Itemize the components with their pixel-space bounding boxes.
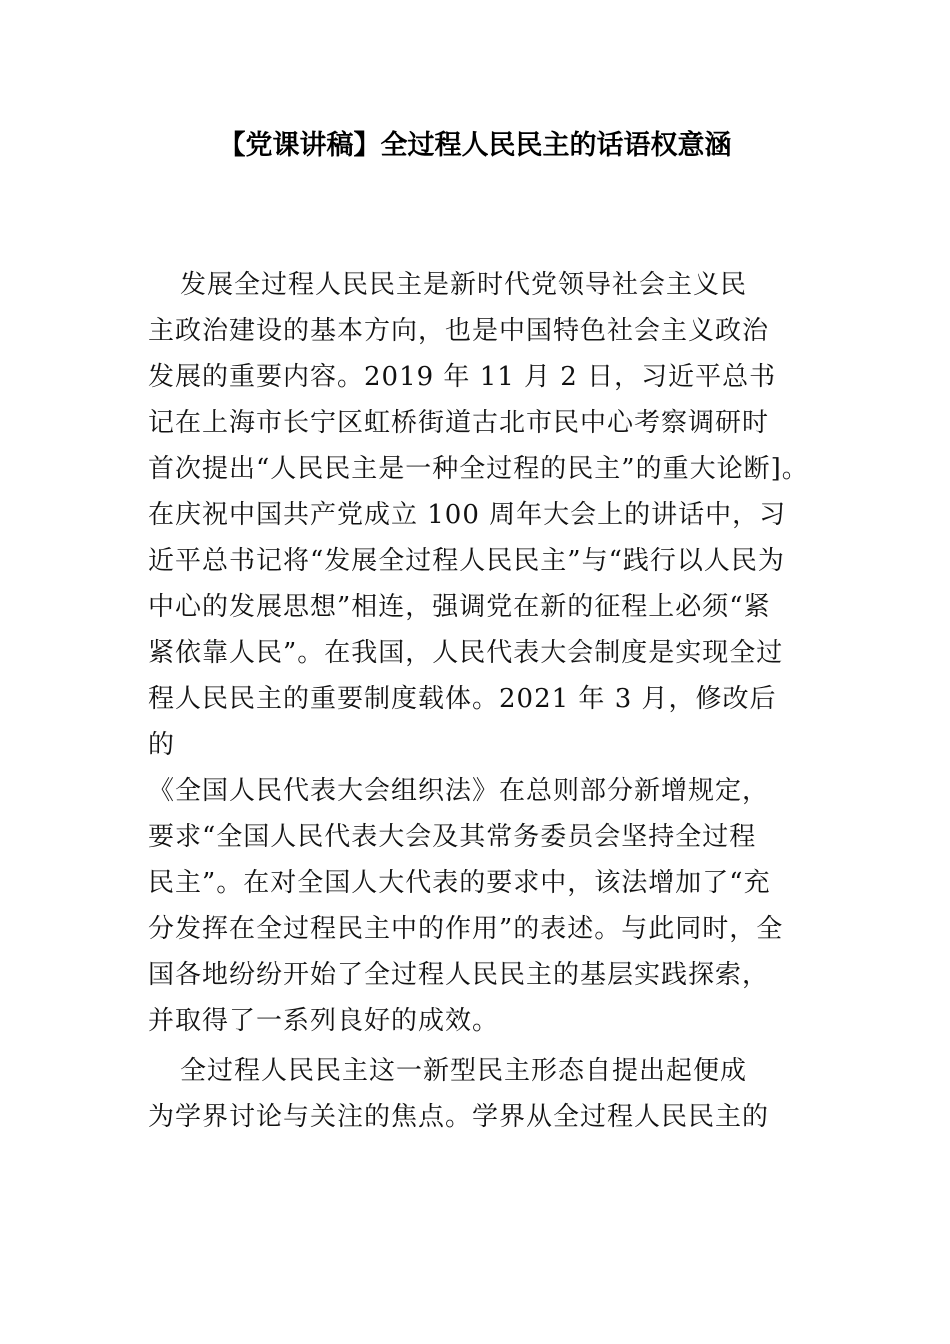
text-line: 为学界讨论与关注的焦点。学界从全过程人民民主的 — [148, 1102, 770, 1132]
paragraph-1 — [148, 262, 820, 1044]
text-line: 发展的重要内容。2019 年 11 月 2 日，习近平总书 — [148, 362, 777, 392]
document-title: 【党课讲稿】全过程人民民主的话语权意涵 — [218, 130, 732, 161]
text-line: 主政治建设的基本方向，也是中国特色社会主义政治 — [148, 316, 770, 346]
text-line: 程人民民主的重要制度载体。2021 年 3 月，修改后 — [148, 684, 777, 714]
text-line: 近平总书记将“发展全过程人民民主”与“践行以人民为 — [148, 546, 785, 576]
text-line: 紧依靠人民”。在我国，人民代表大会制度是实现全过 — [148, 638, 784, 668]
text-line: 在庆祝中国共产党成立 100 周年大会上的讲话中，习 — [148, 500, 787, 530]
text-line: 《全国人民代表大会组织法》在总则部分新增规定， — [148, 776, 770, 806]
text-line: 全过程人民民主这一新型民主形态自提出起便成 — [180, 1056, 748, 1086]
text-line: 分发挥在全过程民主中的作用”的表述。与此同时，全 — [148, 914, 784, 944]
text-line: 的 — [148, 730, 176, 760]
text-line: 发展全过程人民民主是新时代党领导社会主义民 — [180, 270, 748, 300]
paragraph-2 — [148, 1048, 820, 1140]
text-line: 首次提出“人民民主是一种全过程的民主”的重大论断]。 — [148, 454, 809, 484]
text-line: 民主”。在对全国人大代表的要求中，该法增加了“充 — [148, 868, 771, 898]
text-line: 要求“全国人民代表大会及其常务委员会坚持全过程 — [148, 822, 757, 852]
text-line: 并取得了一系列良好的成效。 — [148, 1006, 500, 1036]
text-line: 记在上海市长宁区虹桥街道古北市民中心考察调研时 — [148, 408, 770, 438]
text-line: 国各地纷纷开始了全过程人民民主的基层实践探索， — [148, 960, 770, 990]
text-line: 中心的发展思想”相连，强调党在新的征程上必须“紧 — [148, 592, 771, 622]
